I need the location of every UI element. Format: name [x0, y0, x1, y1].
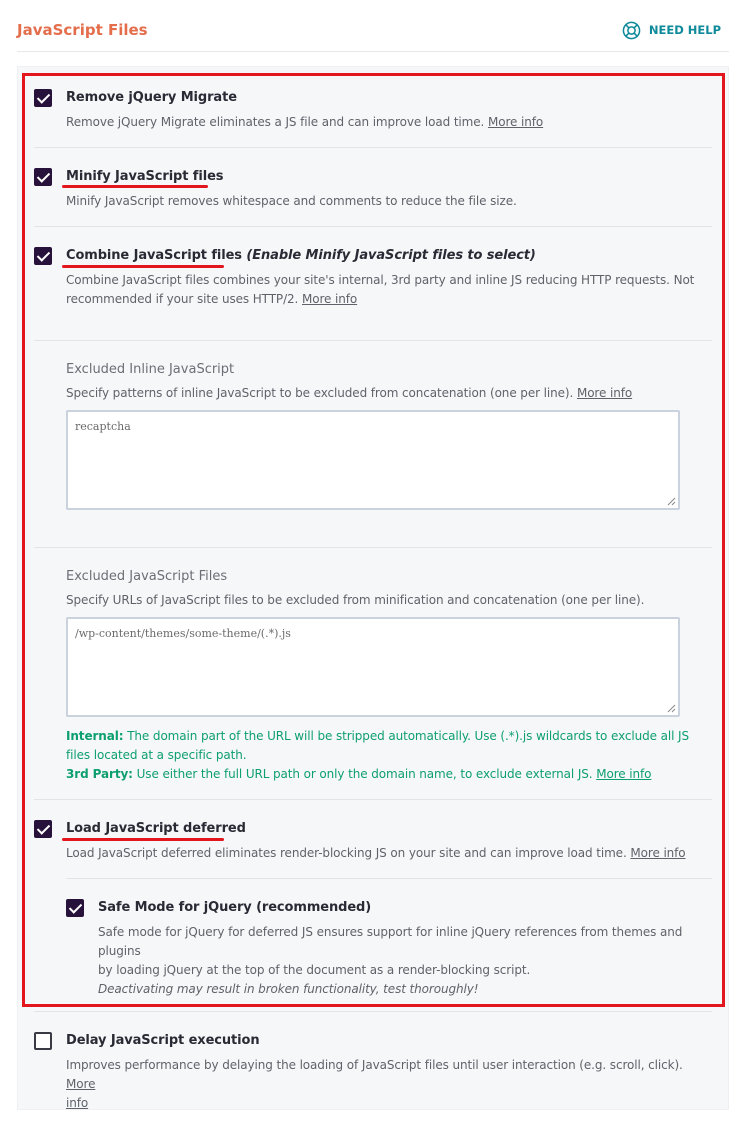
safe-mode-jquery-title: Safe Mode for jQuery (recommended) [98, 900, 372, 915]
safe-mode-jquery-checkbox[interactable] [66, 899, 84, 917]
excluded-inline-js-title: Excluded Inline JavaScript [66, 362, 235, 377]
third-party-more-info-link[interactable]: More info [596, 767, 652, 781]
combine-js-description: Combine JavaScript files combines your site's internal, 3rd party and inline JS reducing HTTP requests. Not recommended if your site uses HTTP/2. More info [66, 273, 695, 306]
excluded-inline-js-textarea[interactable] [66, 410, 680, 510]
delay-js-more-info-link[interactable]: More [66, 1077, 96, 1091]
combine-js-title: Combine JavaScript files (Enable Minify JavaScript files to select) [66, 248, 536, 263]
lifebuoy-icon [622, 21, 641, 40]
safe-mode-jquery-description: Safe mode for jQuery for deferred JS ensures support for inline jQuery references from themes and plugins by loading jQuery at the top of the document as a render-blocking script. Deactivating may result in broken functionality, test thoroughly! [98, 925, 683, 996]
minify-js-checkbox[interactable] [34, 168, 52, 186]
need-help-button[interactable] [622, 19, 721, 41]
excluded-inline-js-more-info-link[interactable]: More info [576, 386, 633, 400]
section-title: JavaScript Files [17, 21, 148, 39]
excluded-js-files-value: /wp-content/themes/some-theme/(.*).js [75, 627, 291, 640]
delay-js-more-info-link-cont[interactable]: info [66, 1096, 89, 1110]
excluded-js-files-textarea[interactable] [66, 617, 680, 717]
load-js-deferred-checkbox[interactable] [34, 820, 52, 838]
remove-jquery-migrate-title: Remove jQuery Migrate [66, 90, 237, 105]
annotation-underline [62, 838, 224, 841]
annotation-underline [62, 185, 208, 188]
excluded-js-files-description: Specify URLs of JavaScript files to be excluded from minification and concatenation (one per line). [66, 593, 645, 607]
minify-js-description: Minify JavaScript removes whitespace and comments to reduce the file size. [66, 194, 517, 208]
remove-jquery-migrate-more-info-link[interactable]: More info [487, 115, 544, 129]
combine-js-aside: (Enable Minify JavaScript files to select) [246, 248, 536, 263]
excluded-js-files-title: Excluded JavaScript Files [66, 569, 228, 584]
section-header [17, 18, 729, 52]
load-js-deferred-description: Load JavaScript deferred eliminates render-blocking JS on your site and can improve load time. More info [66, 846, 686, 860]
delay-js-checkbox[interactable] [34, 1032, 52, 1050]
load-js-deferred-more-info-link[interactable]: More info [630, 846, 686, 860]
resize-handle-icon[interactable] [667, 497, 676, 506]
divider [34, 226, 712, 227]
combine-js-checkbox[interactable] [34, 247, 52, 265]
safe-mode-jquery-warning: Deactivating may result in broken functionality, test thoroughly! [98, 982, 479, 996]
minify-js-title: Minify JavaScript files [66, 169, 224, 184]
divider [34, 340, 712, 341]
delay-js-description: Improves performance by delaying the loading of JavaScript files until user interaction (e.g. scroll, click). More info [66, 1058, 683, 1110]
delay-js-title: Delay JavaScript execution [66, 1033, 260, 1048]
resize-handle-icon[interactable] [667, 704, 676, 713]
remove-jquery-migrate-description: Remove jQuery Migrate eliminates a JS file and can improve load time. More info [66, 115, 544, 129]
combine-js-more-info-link[interactable]: More info [301, 292, 358, 306]
need-help-label: NEED HELP [648, 23, 721, 37]
divider [34, 547, 712, 548]
divider [34, 147, 712, 148]
divider [66, 878, 712, 879]
excluded-inline-js-description: Specify patterns of inline JavaScript to be excluded from concatenation (one per line). More info [66, 386, 633, 400]
remove-jquery-migrate-checkbox[interactable] [34, 89, 52, 107]
load-js-deferred-title: Load JavaScript deferred [66, 821, 246, 836]
excluded-js-files-note: Internal: The domain part of the URL will be stripped automatically. Use (.*).js wildcards to exclude all JS files located at a specific path. 3rd Party: Use either the full URL path or only the domain name, to exclude external JS. More info [66, 729, 690, 781]
annotation-underline [62, 265, 224, 268]
divider [34, 1011, 712, 1012]
excluded-inline-js-value: recaptcha [75, 420, 131, 433]
divider [34, 799, 712, 800]
